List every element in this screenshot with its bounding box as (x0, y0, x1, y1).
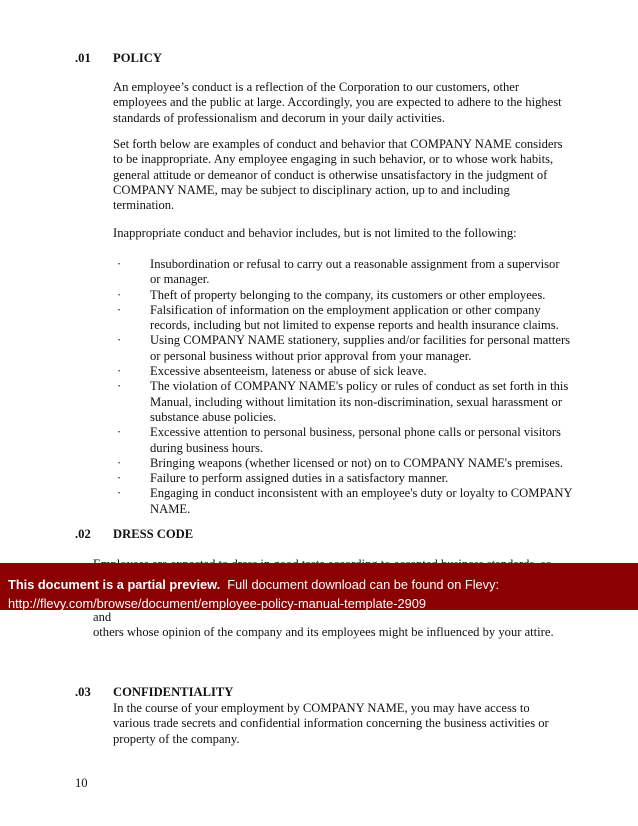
page-number: 10 (75, 776, 88, 790)
preview-banner (0, 563, 638, 610)
list-item-text: Excessive absenteeism, lateness or abuse of sick leave. (150, 364, 427, 379)
list-item (113, 364, 573, 379)
list-item (113, 303, 573, 334)
bullet-symbol: · (117, 471, 122, 486)
bullet-symbol: · (117, 455, 122, 470)
confidentiality-paragraph: In the course of your employment by COMPANY NAME, you may have access to various trade secrets and confidential information concerning the business activities or property of the company. (113, 701, 549, 746)
bullet-symbol: · (117, 364, 122, 379)
section-number: .02 (75, 527, 91, 541)
list-item-text: Falsification of information on the employment application or other company records, including but not limited to expense reports and health insurance claims. (150, 302, 559, 333)
section-number: .01 (75, 51, 91, 65)
policy-paragraph-3: Inappropriate conduct and behavior includes, but is not limited to the following: (113, 226, 517, 240)
policy-paragraph-2: Set forth below are examples of conduct and behavior that COMPANY NAME considers to be inappropriate. Any employee engaging in such behavior, or to whose work habits, general attitude or demeanor of conduct is otherwise unsatisfactory in the judgment of COMPANY NAME, may be subject to disciplinary action, up to and including termination. (113, 137, 563, 213)
bullet-symbol: · (117, 257, 122, 271)
list-item (113, 425, 573, 456)
list-item (113, 379, 573, 425)
list-item-text: Failure to perform assigned duties in a satisfactory manner. (150, 471, 449, 486)
section-heading-dress-code: DRESS CODE (113, 527, 194, 541)
section-heading-confidentiality: CONFIDENTIALITY (113, 685, 234, 699)
bullet-symbol: · (117, 425, 122, 440)
bullet-symbol: · (117, 333, 122, 348)
banner-bold-text: This document is a partial preview. (8, 577, 221, 592)
banner-text: Full document download can be found on Flevy: (227, 577, 500, 592)
list-item-text: The violation of COMPANY NAME's policy or rules of conduct as set forth in this Manual, including without limitation its non-discrimination, sexual harassment or substance abuse policies. (150, 379, 569, 424)
list-item-text: Engaging in conduct inconsistent with an employee's duty or loyalty to COMPANY NAME. (150, 486, 573, 516)
list-item (113, 471, 573, 486)
conduct-list (113, 257, 573, 517)
list-item-text: Using COMPANY NAME stationery, supplies and/or facilities for personal matters or personal business without prior approval from your manager. (150, 333, 571, 363)
dress-code-tail-text: others whose opinion of the company and its employees might be influenced by your attire. (93, 625, 554, 640)
list-item-text: Bringing weapons (whether licensed or not) on to COMPANY NAME's premises. (150, 455, 564, 470)
list-item (113, 257, 573, 288)
banner-message (8, 577, 499, 592)
bullet-symbol: · (117, 486, 122, 501)
bullet-symbol: · (117, 287, 122, 302)
download-link[interactable]: http://flevy.com/browse/document/employee-policy-manual-template-2909 (8, 596, 426, 611)
dress-code-tail (93, 610, 568, 641)
list-item-text: Excessive attention to personal business, personal phone calls or personal visitors during business hours. (150, 425, 561, 455)
section-heading-policy: POLICY (113, 51, 162, 65)
list-item (113, 333, 573, 364)
list-item (113, 456, 573, 471)
policy-paragraph-1: An employee’s conduct is a reflection of the Corporation to our customers, other employees and the public at large. Accordingly, you are expected to adhere to the highest standards of professionalism and decorum in your daily activities. (113, 80, 562, 125)
list-item (113, 288, 573, 303)
list-item-text: Theft of property belonging to the company, its customers or other employees. (150, 287, 546, 302)
bullet-symbol: · (117, 302, 122, 317)
section-number: .03 (75, 685, 91, 699)
list-item (113, 486, 573, 517)
list-item-text: Insubordination or refusal to carry out a reasonable assignment from a supervisor or manager. (150, 257, 560, 287)
dress-code-tail-lead: and (93, 610, 112, 624)
bullet-symbol: · (117, 379, 122, 394)
